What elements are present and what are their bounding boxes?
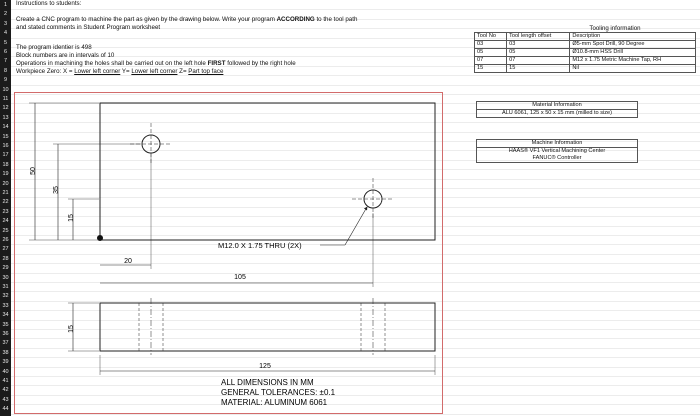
- drawing-canvas: [15, 93, 444, 415]
- tooling-cell: M12 x 1.75 Metric Machine Tap, RH: [570, 57, 696, 65]
- note-material: MATERIAL: ALUMINUM 6061: [221, 398, 328, 407]
- row-number[interactable]: 35: [2, 321, 9, 328]
- dim-35-label: 35: [53, 186, 60, 194]
- row-number[interactable]: 14: [2, 124, 9, 131]
- grid-line: [11, 85, 700, 86]
- row-number[interactable]: 20: [2, 180, 9, 187]
- row-number[interactable]: 13: [2, 114, 9, 121]
- row-number[interactable]: 11: [2, 96, 9, 102]
- tooling-cell: 05: [475, 49, 507, 57]
- workpiece-zero-y: Lower left corner: [131, 68, 178, 75]
- material-value: ALU 6061, 125 x 50 x 15 mm (milled to size): [477, 109, 637, 117]
- workpiece-zero-x: Lower left corner: [74, 68, 121, 75]
- row-number[interactable]: 1: [3, 2, 8, 8]
- tooling-cell: Ø5-mm Spot Drill, 90 Degree: [570, 41, 696, 49]
- thread-callout: M12.0 X 1.75 THRU (2X): [218, 241, 302, 250]
- instructions-heading: Instructions to students:: [16, 0, 82, 7]
- row-number[interactable]: 31: [2, 284, 9, 290]
- row-number[interactable]: 32: [2, 293, 9, 300]
- row-number[interactable]: 39: [2, 359, 9, 366]
- tooling-cell: 03: [475, 41, 507, 49]
- tooling-row: [475, 41, 696, 49]
- row-number[interactable]: 10: [2, 86, 9, 93]
- row-number[interactable]: 23: [2, 208, 9, 215]
- row-number[interactable]: 24: [2, 218, 9, 225]
- tooling-header-cell: Tool No: [475, 33, 507, 41]
- row-number[interactable]: 33: [2, 302, 9, 309]
- instruction-line-2: and stated comments in Student Program worksheet: [16, 24, 161, 31]
- instruction-line-5: Operations in machining the holes shall be carried out on the left hole FIRST followed by the right hole: [16, 60, 296, 67]
- instruction-line-6: Workpiece Zero: X = Lower left corner Y= Lower left corner Z= Part top face: [16, 68, 224, 75]
- tooling-cell: Ø10.8-mm HSS Drill: [570, 49, 696, 57]
- top-view-outline: [100, 103, 435, 240]
- workpiece-zero-z: Part top face: [188, 68, 224, 75]
- row-number[interactable]: 16: [2, 143, 9, 149]
- row-number[interactable]: 15: [2, 133, 9, 140]
- machine-line-1: HAAS® VF1 Vertical Machining Center: [477, 147, 637, 155]
- tooling-cell: Nil: [570, 65, 696, 73]
- row-number[interactable]: 19: [2, 171, 9, 178]
- row-number[interactable]: 18: [2, 161, 9, 168]
- instruction-line-1: Create a CNC program to machine the part as given by the drawing below. Write your program ACCORDING to the tool path: [16, 16, 358, 23]
- material-title: Material Information: [532, 102, 582, 108]
- row-number[interactable]: 8: [3, 67, 8, 74]
- row-number[interactable]: 2: [3, 11, 8, 18]
- dim-height-label: 50: [30, 167, 37, 175]
- machine-title: Machine Information: [531, 140, 583, 146]
- row-number[interactable]: 7: [3, 58, 8, 65]
- note-tolerances: GENERAL TOLERANCES: ±0.1: [221, 388, 336, 397]
- row-number[interactable]: 4: [3, 30, 8, 37]
- row-number[interactable]: 21: [2, 190, 9, 196]
- row-number[interactable]: 34: [2, 312, 9, 319]
- row-number[interactable]: 42: [2, 387, 9, 394]
- row-number[interactable]: 44: [2, 406, 9, 413]
- machine-panel: [476, 139, 638, 163]
- tooling-panel: [474, 25, 696, 73]
- note-dimensions: ALL DIMENSIONS IN MM: [221, 378, 314, 387]
- tooling-header-cell: Description: [570, 33, 696, 41]
- row-header: [0, 0, 11, 416]
- material-panel: [476, 101, 638, 118]
- tooling-header-cell: Tool length offset: [507, 33, 570, 41]
- row-number[interactable]: 27: [2, 246, 9, 253]
- instruction-line-3: The program identier is 498: [16, 44, 92, 51]
- tooling-header-row: [475, 33, 696, 41]
- grid-line: [11, 9, 700, 10]
- row-number[interactable]: 41: [2, 378, 9, 384]
- row-number[interactable]: 28: [2, 255, 9, 262]
- row-number[interactable]: 30: [2, 274, 9, 281]
- row-number[interactable]: 3: [3, 20, 8, 27]
- tooling-cell: 07: [507, 57, 570, 65]
- row-number[interactable]: 29: [2, 265, 9, 272]
- side-view-hole-right: [361, 298, 385, 355]
- row-number[interactable]: 5: [3, 39, 8, 46]
- tooling-row: [475, 49, 696, 57]
- row-number[interactable]: 12: [2, 105, 9, 112]
- dim-15-label: 15: [68, 214, 75, 222]
- row-number[interactable]: 17: [2, 152, 9, 159]
- tooling-cell: 05: [507, 49, 570, 57]
- dim-20-label: 20: [124, 258, 132, 265]
- row-number[interactable]: 40: [2, 368, 9, 375]
- row-number[interactable]: 6: [3, 49, 8, 55]
- row-number[interactable]: 26: [2, 237, 9, 243]
- row-number[interactable]: 37: [2, 340, 9, 347]
- instruction-line-4: Block numbers are in intervals of 10: [16, 52, 115, 59]
- dim-thickness-label: 15: [68, 325, 75, 333]
- row-number[interactable]: 25: [2, 227, 9, 234]
- side-view-hole-left: [139, 298, 163, 355]
- row-number[interactable]: 9: [3, 77, 8, 84]
- tooling-table: [474, 32, 696, 73]
- tooling-cell: 15: [507, 65, 570, 73]
- tooling-row: [475, 65, 696, 73]
- dim-105-label: 105: [234, 274, 246, 281]
- tooling-title: Tooling information: [589, 25, 641, 32]
- machine-line-2: FANUC® Controller: [532, 155, 582, 161]
- tooling-row: [475, 57, 696, 65]
- dim-125-label: 125: [259, 363, 271, 370]
- tooling-cell: 03: [507, 41, 570, 49]
- tooling-cell: 15: [475, 65, 507, 73]
- row-number[interactable]: 38: [2, 349, 9, 356]
- tooling-cell: 07: [475, 57, 507, 65]
- part-drawing: [14, 92, 443, 414]
- row-number[interactable]: 36: [2, 331, 9, 337]
- row-number[interactable]: 22: [2, 199, 9, 206]
- row-number[interactable]: 43: [2, 396, 9, 403]
